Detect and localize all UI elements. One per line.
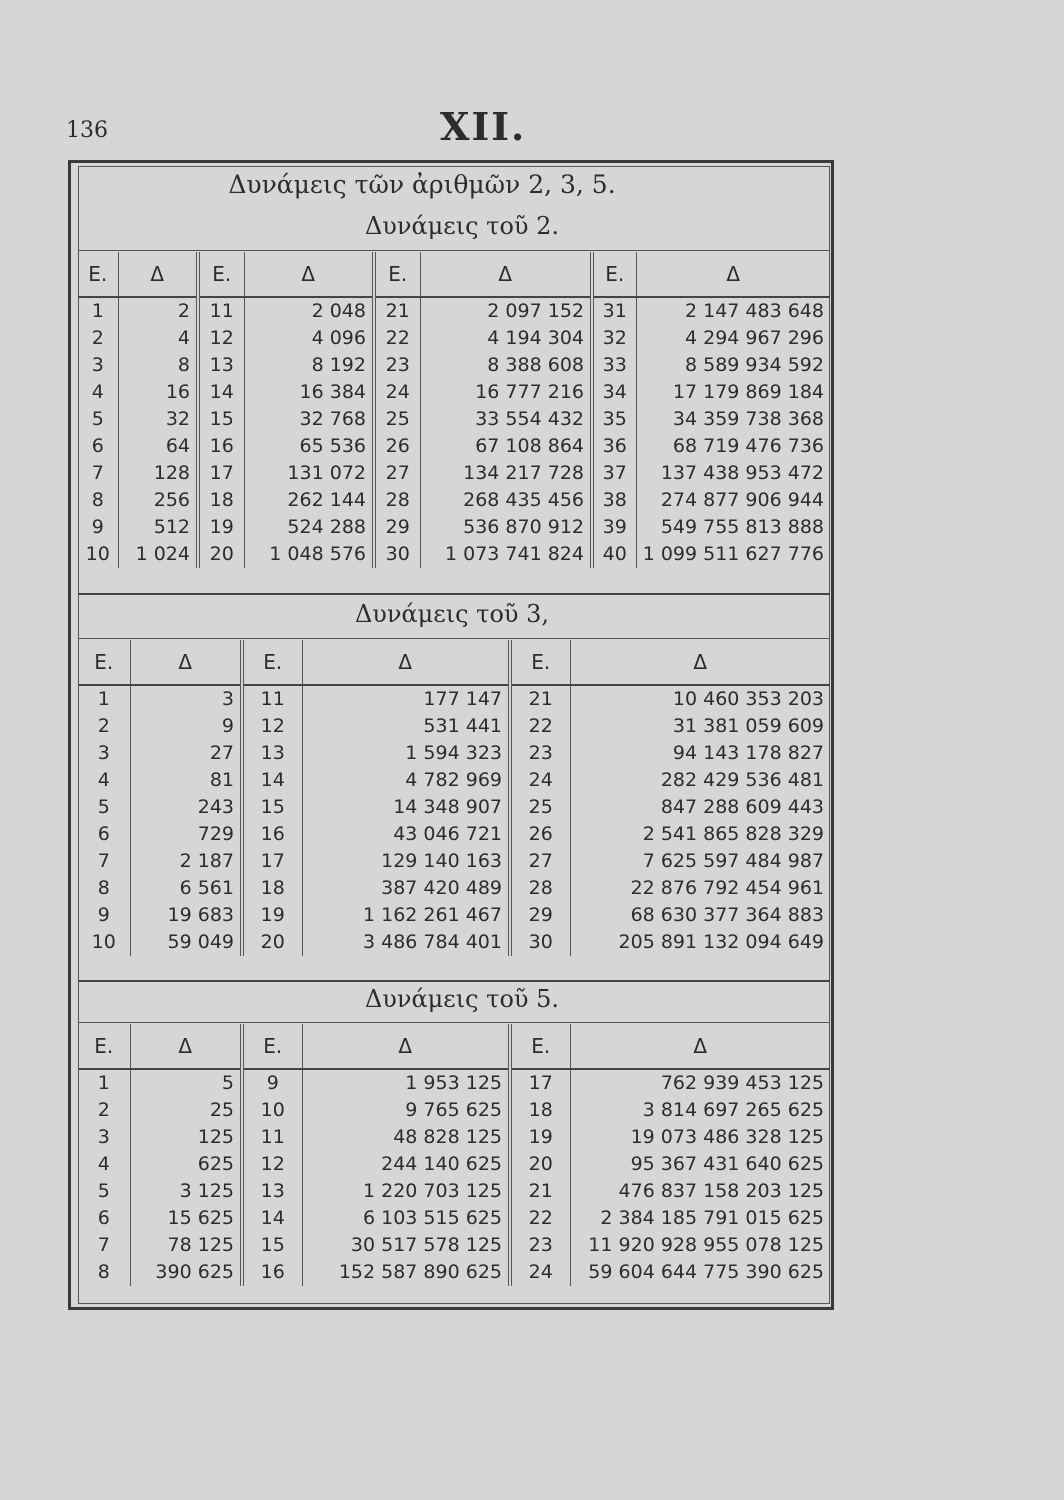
- exponent-cell: 21: [510, 685, 570, 713]
- exponent-cell: 9: [97, 904, 110, 926]
- power-value-cell: 729: [130, 821, 242, 848]
- exponent-cell: 13: [198, 352, 244, 379]
- exponent-cell: 26: [374, 433, 420, 460]
- table-row: [78, 1205, 830, 1232]
- power-value-cell: 3 125: [130, 1178, 242, 1205]
- exponent-cell: 10: [242, 1097, 302, 1124]
- exponent-cell: 22: [374, 325, 420, 352]
- exponent-cell: 21: [374, 297, 420, 325]
- power-value-cell: 1 024: [118, 541, 198, 568]
- exponent-cell: 33: [592, 352, 636, 379]
- exponent-cell: 25: [510, 794, 570, 821]
- power-value-cell: 531 441: [302, 713, 510, 740]
- exponent-cell: 30: [374, 541, 420, 568]
- exponent-cell: 8: [97, 1261, 110, 1283]
- power-value-cell: 4 194 304: [420, 325, 592, 352]
- exponent-cell: 12: [198, 325, 244, 352]
- column-header-exponent: E.: [94, 1034, 114, 1058]
- exponent-cell: 2: [97, 1099, 110, 1121]
- exponent-cell: 7: [91, 462, 104, 484]
- exponent-cell: 17: [510, 1069, 570, 1097]
- power-value-cell: 14 348 907: [302, 794, 510, 821]
- power-value-cell: 1 594 323: [302, 740, 510, 767]
- exponent-cell: 24: [510, 767, 570, 794]
- exponent-cell: 19: [510, 1124, 570, 1151]
- table-row: [78, 433, 830, 460]
- exponent-cell: 1: [78, 297, 118, 325]
- exponent-cell: 29: [510, 902, 570, 929]
- table-row: [78, 1232, 830, 1259]
- exponent-cell: 14: [198, 379, 244, 406]
- column-header-exponent: E.: [242, 1024, 302, 1069]
- exponent-cell: 25: [374, 406, 420, 433]
- table-row: [78, 514, 830, 541]
- exponent-cell: 24: [510, 1259, 570, 1286]
- power-value-cell: 8 192: [244, 352, 374, 379]
- power-value-cell: 274 877 906 944: [636, 487, 830, 514]
- table-row: [78, 406, 830, 433]
- powers-of-3-title: Δυνάμεις τοῦ 3,: [354, 600, 550, 628]
- exponent-cell: 30: [510, 929, 570, 956]
- exponent-cell: 26: [510, 821, 570, 848]
- exponent-cell: 2: [91, 327, 104, 349]
- exponent-cell: 40: [592, 541, 636, 568]
- power-value-cell: 31 381 059 609: [570, 713, 830, 740]
- power-value-cell: 128: [118, 460, 198, 487]
- power-value-cell: 4 096: [244, 325, 374, 352]
- power-value-cell: 625: [130, 1151, 242, 1178]
- power-value-cell: 67 108 864: [420, 433, 592, 460]
- power-value-cell: 4 782 969: [302, 767, 510, 794]
- exponent-cell: 2: [97, 715, 110, 737]
- exponent-cell: 3: [91, 354, 104, 376]
- power-value-cell: 1 220 703 125: [302, 1178, 510, 1205]
- exponent-cell: 13: [242, 1178, 302, 1205]
- power-value-cell: 16: [118, 379, 198, 406]
- exponent-cell: 5: [91, 408, 104, 430]
- table-row: [78, 325, 830, 352]
- table-row: [78, 1069, 830, 1097]
- power-value-cell: 512: [118, 514, 198, 541]
- exponent-cell: 17: [198, 460, 244, 487]
- exponent-cell: 20: [510, 1151, 570, 1178]
- power-value-cell: 59 049: [130, 929, 242, 956]
- exponent-cell: 7: [97, 1234, 110, 1256]
- exponent-cell: 14: [242, 767, 302, 794]
- power-value-cell: 32 768: [244, 406, 374, 433]
- column-header-exponent: E.: [242, 640, 302, 685]
- power-value-cell: 34 359 738 368: [636, 406, 830, 433]
- power-value-cell: 847 288 609 443: [570, 794, 830, 821]
- power-value-cell: 19 683: [130, 902, 242, 929]
- powers-of-2-title: Δυνάμεις τοῦ 2.: [364, 212, 560, 240]
- power-value-cell: 137 438 953 472: [636, 460, 830, 487]
- column-header-exponent: E.: [510, 1024, 570, 1069]
- column-header-exponent: E.: [374, 252, 420, 297]
- power-value-cell: 152 587 890 625: [302, 1259, 510, 1286]
- table-row: [78, 929, 830, 956]
- exponent-cell: 1: [78, 685, 130, 713]
- power-value-cell: 1 162 261 467: [302, 902, 510, 929]
- exponent-cell: 18: [242, 875, 302, 902]
- power-value-cell: 268 435 456: [420, 487, 592, 514]
- table-row: [78, 1097, 830, 1124]
- table-row: [78, 541, 830, 568]
- exponent-cell: 5: [97, 1180, 110, 1202]
- power-value-cell: 25: [130, 1097, 242, 1124]
- table-row: [78, 1178, 830, 1205]
- table-row: [78, 1151, 830, 1178]
- exponent-cell: 22: [510, 1205, 570, 1232]
- table-header-row: [78, 1024, 830, 1069]
- power-value-cell: 4: [118, 325, 198, 352]
- column-header-exponent: E.: [94, 650, 114, 674]
- power-value-cell: 762 939 453 125: [570, 1069, 830, 1097]
- power-value-cell: 1 099 511 627 776: [636, 541, 830, 568]
- powers-of-3-table: [78, 640, 830, 956]
- exponent-cell: 17: [242, 848, 302, 875]
- power-value-cell: 65 536: [244, 433, 374, 460]
- power-value-cell: 27: [130, 740, 242, 767]
- exponent-cell: 10: [91, 931, 116, 953]
- power-value-cell: 1 048 576: [244, 541, 374, 568]
- power-value-cell: 549 755 813 888: [636, 514, 830, 541]
- power-value-cell: 30 517 578 125: [302, 1232, 510, 1259]
- exponent-cell: 19: [242, 902, 302, 929]
- power-value-cell: 48 828 125: [302, 1124, 510, 1151]
- exponent-cell: 27: [374, 460, 420, 487]
- table-row: [78, 821, 830, 848]
- table-header-row: [78, 640, 830, 685]
- column-header-power: Δ: [130, 1024, 242, 1069]
- power-value-cell: 2 147 483 648: [636, 297, 830, 325]
- column-header-exponent: E.: [198, 252, 244, 297]
- power-value-cell: 16 384: [244, 379, 374, 406]
- table-row: [78, 875, 830, 902]
- exponent-cell: 13: [242, 740, 302, 767]
- exponent-cell: 14: [242, 1205, 302, 1232]
- section-number: XII.: [440, 104, 527, 149]
- table-row: [78, 902, 830, 929]
- column-header-power: Δ: [244, 252, 374, 297]
- exponent-cell: 19: [198, 514, 244, 541]
- exponent-cell: 18: [198, 487, 244, 514]
- column-header-power: Δ: [302, 640, 510, 685]
- exponent-cell: 4: [91, 381, 104, 403]
- exponent-cell: 27: [510, 848, 570, 875]
- exponent-cell: 16: [242, 1259, 302, 1286]
- power-value-cell: 10 460 353 203: [570, 685, 830, 713]
- exponent-cell: 21: [510, 1178, 570, 1205]
- exponent-cell: 24: [374, 379, 420, 406]
- column-header-power: Δ: [570, 640, 830, 685]
- exponent-cell: 28: [510, 875, 570, 902]
- power-value-cell: 262 144: [244, 487, 374, 514]
- power-value-cell: 78 125: [130, 1232, 242, 1259]
- divider: [78, 593, 830, 595]
- power-value-cell: 3 814 697 265 625: [570, 1097, 830, 1124]
- power-value-cell: 2: [118, 297, 198, 325]
- exponent-cell: 6: [91, 435, 104, 457]
- exponent-cell: 8: [97, 877, 110, 899]
- column-header-exponent: E.: [88, 262, 108, 286]
- power-value-cell: 6 561: [130, 875, 242, 902]
- power-value-cell: 2 048: [244, 297, 374, 325]
- power-value-cell: 1 073 741 824: [420, 541, 592, 568]
- exponent-cell: 12: [242, 713, 302, 740]
- column-header-power: Δ: [118, 252, 198, 297]
- exponent-cell: 12: [242, 1151, 302, 1178]
- power-value-cell: 9: [130, 713, 242, 740]
- exponent-cell: 36: [592, 433, 636, 460]
- exponent-cell: 11: [242, 1124, 302, 1151]
- exponent-cell: 7: [97, 850, 110, 872]
- column-header-power: Δ: [420, 252, 592, 297]
- exponent-cell: 5: [97, 796, 110, 818]
- exponent-cell: 23: [510, 740, 570, 767]
- table-header-row: [78, 252, 830, 297]
- table-row: [78, 1124, 830, 1151]
- exponent-cell: 1: [78, 1069, 130, 1097]
- exponent-cell: 20: [242, 929, 302, 956]
- power-value-cell: 3 486 784 401: [302, 929, 510, 956]
- column-header-power: Δ: [130, 640, 242, 685]
- power-value-cell: 2 097 152: [420, 297, 592, 325]
- exponent-cell: 23: [374, 352, 420, 379]
- powers-of-5-title: Δυνάμεις τοῦ 5.: [364, 985, 560, 1013]
- exponent-cell: 4: [97, 1153, 110, 1175]
- exponent-cell: 8: [91, 489, 104, 511]
- exponent-cell: 3: [97, 1126, 110, 1148]
- power-value-cell: 134 217 728: [420, 460, 592, 487]
- power-value-cell: 8 589 934 592: [636, 352, 830, 379]
- exponent-cell: 15: [198, 406, 244, 433]
- exponent-cell: 16: [242, 821, 302, 848]
- power-value-cell: 33 554 432: [420, 406, 592, 433]
- power-value-cell: 1 953 125: [302, 1069, 510, 1097]
- powers-of-2-table: [78, 252, 830, 568]
- divider: [78, 1022, 830, 1023]
- power-value-cell: 6 103 515 625: [302, 1205, 510, 1232]
- power-value-cell: 15 625: [130, 1205, 242, 1232]
- power-value-cell: 524 288: [244, 514, 374, 541]
- power-value-cell: 131 072: [244, 460, 374, 487]
- powers-of-5-table: [78, 1024, 830, 1286]
- power-value-cell: 81: [130, 767, 242, 794]
- exponent-cell: 34: [592, 379, 636, 406]
- exponent-cell: 39: [592, 514, 636, 541]
- column-header-power: Δ: [636, 252, 830, 297]
- power-value-cell: 8 388 608: [420, 352, 592, 379]
- power-value-cell: 19 073 486 328 125: [570, 1124, 830, 1151]
- power-value-cell: 2 187: [130, 848, 242, 875]
- power-value-cell: 11 920 928 955 078 125: [570, 1232, 830, 1259]
- power-value-cell: 68 630 377 364 883: [570, 902, 830, 929]
- table-row: [78, 297, 830, 325]
- power-value-cell: 17 179 869 184: [636, 379, 830, 406]
- power-value-cell: 476 837 158 203 125: [570, 1178, 830, 1205]
- exponent-cell: 22: [510, 713, 570, 740]
- divider: [78, 638, 830, 639]
- main-title: Δυνάμεις τῶν ἀριθμῶν 2, 3, 5.: [228, 170, 616, 199]
- power-value-cell: 2 541 865 828 329: [570, 821, 830, 848]
- exponent-cell: 10: [85, 543, 110, 565]
- exponent-cell: 32: [592, 325, 636, 352]
- power-value-cell: 64: [118, 433, 198, 460]
- column-header-power: Δ: [302, 1024, 510, 1069]
- power-value-cell: 95 367 431 640 625: [570, 1151, 830, 1178]
- exponent-cell: 15: [242, 794, 302, 821]
- exponent-cell: 35: [592, 406, 636, 433]
- power-value-cell: 125: [130, 1124, 242, 1151]
- table-row: [78, 379, 830, 406]
- divider: [78, 980, 830, 982]
- power-value-cell: 387 420 489: [302, 875, 510, 902]
- power-value-cell: 43 046 721: [302, 821, 510, 848]
- power-value-cell: 256: [118, 487, 198, 514]
- exponent-cell: 23: [510, 1232, 570, 1259]
- table-row: [78, 794, 830, 821]
- power-value-cell: 177 147: [302, 685, 510, 713]
- exponent-cell: 38: [592, 487, 636, 514]
- power-value-cell: 390 625: [130, 1259, 242, 1286]
- power-value-cell: 2 384 185 791 015 625: [570, 1205, 830, 1232]
- power-value-cell: 243: [130, 794, 242, 821]
- table-row: [78, 767, 830, 794]
- page-number: 136: [66, 118, 108, 143]
- exponent-cell: 29: [374, 514, 420, 541]
- power-value-cell: 129 140 163: [302, 848, 510, 875]
- exponent-cell: 28: [374, 487, 420, 514]
- table-row: [78, 713, 830, 740]
- power-value-cell: 32: [118, 406, 198, 433]
- power-value-cell: 59 604 644 775 390 625: [570, 1259, 830, 1286]
- table-row: [78, 487, 830, 514]
- table-row: [78, 685, 830, 713]
- power-value-cell: 244 140 625: [302, 1151, 510, 1178]
- column-header-exponent: E.: [510, 640, 570, 685]
- table-row: [78, 1259, 830, 1286]
- power-value-cell: 5: [130, 1069, 242, 1097]
- exponent-cell: 4: [97, 769, 110, 791]
- power-value-cell: 16 777 216: [420, 379, 592, 406]
- exponent-cell: 18: [510, 1097, 570, 1124]
- table-row: [78, 740, 830, 767]
- exponent-cell: 31: [592, 297, 636, 325]
- divider: [78, 250, 830, 251]
- power-value-cell: 7 625 597 484 987: [570, 848, 830, 875]
- table-row: [78, 352, 830, 379]
- power-value-cell: 94 143 178 827: [570, 740, 830, 767]
- exponent-cell: 9: [91, 516, 104, 538]
- power-value-cell: 205 891 132 094 649: [570, 929, 830, 956]
- exponent-cell: 11: [242, 685, 302, 713]
- power-value-cell: 22 876 792 454 961: [570, 875, 830, 902]
- exponent-cell: 6: [97, 1207, 110, 1229]
- power-value-cell: 3: [130, 685, 242, 713]
- table-row: [78, 460, 830, 487]
- exponent-cell: 11: [198, 297, 244, 325]
- power-value-cell: 9 765 625: [302, 1097, 510, 1124]
- column-header-exponent: E.: [592, 252, 636, 297]
- power-value-cell: 282 429 536 481: [570, 767, 830, 794]
- power-value-cell: 536 870 912: [420, 514, 592, 541]
- exponent-cell: 6: [97, 823, 110, 845]
- exponent-cell: 9: [242, 1069, 302, 1097]
- exponent-cell: 3: [97, 742, 110, 764]
- exponent-cell: 37: [592, 460, 636, 487]
- power-value-cell: 4 294 967 296: [636, 325, 830, 352]
- power-value-cell: 8: [118, 352, 198, 379]
- exponent-cell: 16: [198, 433, 244, 460]
- power-value-cell: 68 719 476 736: [636, 433, 830, 460]
- exponent-cell: 20: [198, 541, 244, 568]
- column-header-power: Δ: [570, 1024, 830, 1069]
- table-row: [78, 848, 830, 875]
- exponent-cell: 15: [242, 1232, 302, 1259]
